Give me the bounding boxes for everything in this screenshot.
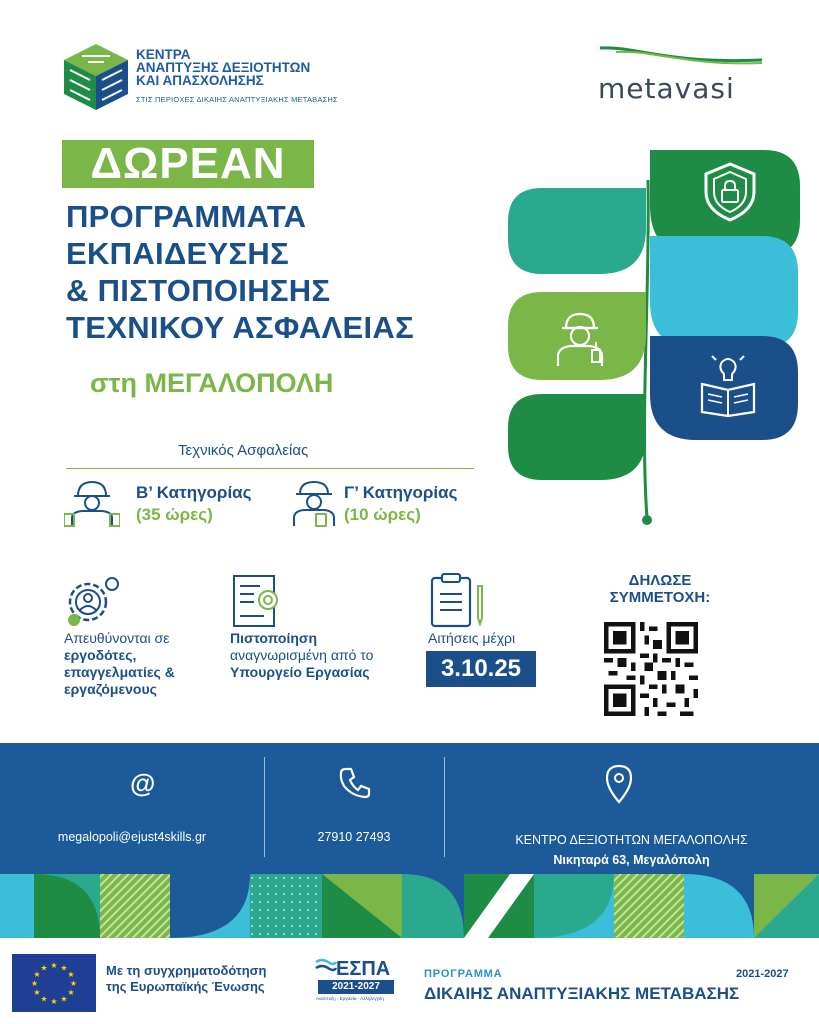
phone-icon: [338, 766, 372, 800]
book-bulb-icon: [696, 354, 760, 418]
headline-line: ΕΚΠΑΙΔΕΥΣΗΣ: [66, 236, 289, 271]
svg-text:★: ★: [60, 994, 68, 1004]
svg-text:★: ★: [67, 970, 75, 979]
worker-icon: [548, 306, 612, 370]
engineer-icon: [64, 478, 120, 528]
certification-text: Πιστοποίηση αναγνωρισμένη από το Υπουργείο Εργασίας: [230, 630, 374, 680]
technician-title: Τεχνικός Ασφαλείας: [178, 442, 309, 459]
deadline-label: Αιτήσεις μέχρι: [428, 630, 516, 646]
program-name: ΔΙΚΑΙΗΣ ΑΝΑΠΤΥΞΙΑΚΗΣ ΜΕΤΑΒΑΣΗΣ: [424, 984, 740, 1003]
metavasi-wave-icon: [596, 42, 766, 72]
category-b-name: Β’ Κατηγορίας: [136, 483, 252, 502]
svg-text:★: ★: [40, 994, 48, 1004]
at-icon: @: [130, 768, 156, 798]
certificate-icon: [230, 572, 286, 630]
program-years: 2021-2027: [736, 968, 789, 980]
deadline-date: 3.10.25: [426, 651, 536, 687]
program-label: ΠΡΟΓΡΑΜΜΑ: [424, 968, 503, 980]
kda-logo: [58, 40, 134, 112]
espa-years: 2021-2027: [318, 980, 394, 994]
org-subtitle: ΣΤΙΣ ΠΕΡΙΟΧΕΣ ΔΙΚΑΙΗΣ ΑΝΑΠΤΥΞΙΑΚΗΣ ΜΕΤΑΒΑΣΗΣ: [136, 95, 338, 104]
leaf-graphic: [500, 140, 800, 530]
technician-icon: [286, 478, 342, 528]
headline: [66, 198, 414, 346]
address-line2: Νικηταρά 63, Μεγαλόπολη: [553, 853, 710, 867]
phone-link[interactable]: 27910 27493: [317, 830, 391, 844]
clipboard-icon: [428, 572, 488, 630]
svg-text:★: ★: [69, 979, 78, 988]
category-c-name: Γ’ Κατηγορίας: [344, 483, 458, 502]
kda-cube-logo-icon: [58, 40, 134, 112]
eu-funding-text: Με τη συγχρηματοδότηση της Ευρωπαϊκής Ένωσης: [106, 963, 267, 994]
headline-line: & ΠΙΣΤΟΠΟΙΗΣΗΣ: [66, 273, 331, 308]
headline-line: ΠΡΟΓΡΑΜΜΑΤΑ: [66, 199, 307, 234]
email-link[interactable]: megalopoli@ejust4skills.gr: [57, 830, 207, 844]
category-b-hours: (35 ώρες): [136, 505, 213, 524]
svg-text:★: ★: [50, 961, 58, 970]
shield-lock-icon: [700, 160, 760, 224]
audience-text: Απευθύνονται σε εργοδότες, επαγγελματίες & εργαζόμενους: [64, 630, 175, 697]
location-subtitle: στη ΜΕΓΑΛΟΠΟΛΗ: [90, 368, 334, 398]
svg-text:★: ★: [40, 963, 48, 973]
qr-code-icon[interactable]: [604, 622, 698, 716]
espa-tagline: Ανάπτυξη - Εργασία - Αλληλεγγύη: [316, 996, 384, 1001]
headline-line: ΤΕΧΝΙΚΟΥ ΑΣΦΑΛΕΙΑΣ: [66, 310, 414, 345]
location-pin-icon: [605, 764, 633, 804]
svg-text:★: ★: [60, 963, 68, 973]
svg-text:★: ★: [50, 997, 58, 1006]
free-badge: ΔΩΡΕΑΝ: [62, 140, 314, 188]
register-title: ΔΗΛΩΣΕ ΣΥΜΜΕΤΟΧΗ:: [609, 572, 711, 606]
gear-person-icon: [62, 572, 122, 630]
category-c: [344, 482, 457, 526]
svg-text:★: ★: [33, 988, 41, 997]
eu-flag-icon: [12, 954, 96, 1012]
address-line1: ΚΕΝΤΡΟ ΔΕΞΙΟΤΗΤΩΝ ΜΕΓΑΛΟΠΟΛΗΣ: [515, 833, 748, 847]
metavasi-wordmark: metavasi: [598, 72, 735, 105]
category-b: [136, 482, 251, 526]
category-c-hours: (10 ώρες): [344, 505, 421, 524]
espa-logo-icon: [314, 956, 338, 976]
decorative-pattern-strip: [0, 874, 819, 938]
org-title: ΚΕΝΤΡΑ ΑΝΑΠΤΥΞΗΣ ΔΕΞΙΟΤΗΤΩΝ ΚΑΙ ΑΠΑΣΧΟΛΗΣΗΣ: [136, 47, 311, 88]
svg-text:★: ★: [30, 979, 39, 988]
divider: [66, 468, 474, 469]
svg-text:★: ★: [67, 988, 75, 997]
svg-text:★: ★: [33, 970, 41, 979]
address: [444, 830, 819, 870]
espa-title: ΕΣΠΑ: [336, 958, 391, 980]
